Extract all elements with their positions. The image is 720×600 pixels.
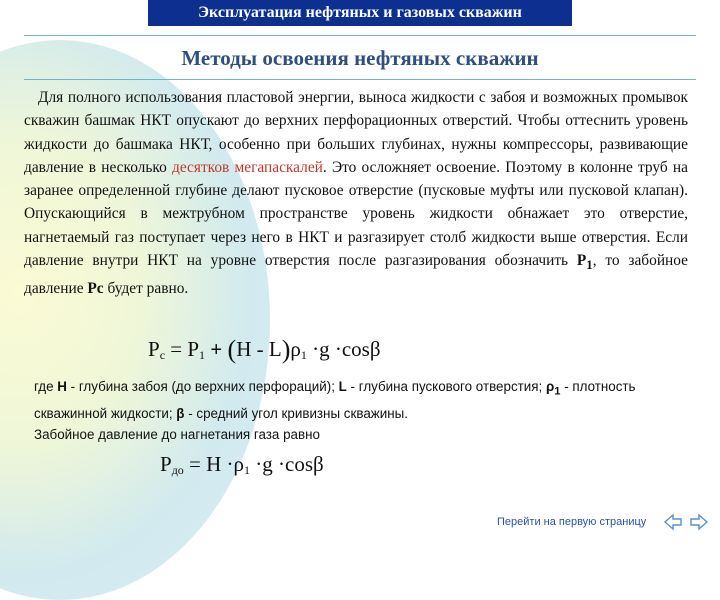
pc-symbol: Pc	[87, 280, 104, 298]
body-paragraph: Для полного использования пластовой энергии, выноса жидкости с забоя и возможных промывок скважин башмак НКТ опускают до верхних перфорационных отверстий. Чтобы оттеснить уровень жидкости до башмака НКТ, особенно при больших глубинах, нужны компрессоры, развивающие давление в несколько десятков мегапаскалей. Это осложняет освоение. Поэтому в колонне труб на заранее определенной глубине делают пусковое отверстие (пусковые муфты или пусковой клапан). Опускающийся в межтрубном пространстве уровень жидкости обнажает это отверстие, нагнетаемый газ поступает через него в НКТ и разгазирует столб жидкости выше отверстия. Если давление внутри НКТ на уровне отверстия после разгазирования обозначить $P_1$, то забойное давление Pc будет равно.	[24, 89, 689, 298]
formula-bottomhole-pressure: $P_c = P_1 + (H - L)\rho_1 \cdot g \cdot\cos\beta$	[148, 335, 381, 364]
top-divider	[24, 35, 696, 36]
page-title: Методы освоения нефтяных скважин	[181, 46, 539, 70]
formula-pre-injection-pressure: $P_{до} = H \cdot\rho_1 \cdot g \cdot\cos\beta$	[160, 452, 324, 477]
first-page-link[interactable]: Перейти на первую страницу	[497, 516, 647, 528]
p1-symbol: $P_1$	[576, 252, 593, 273]
formula-notes	[34, 376, 694, 445]
title-divider	[24, 79, 696, 80]
header-bar: Эксплуатация нефтяных и газовых скважин	[148, 0, 572, 26]
notes-definitions: где H - глубина забоя (до верхних перфораций); L - глубина пускового отверстия; $\rho_1$ - плотность скважинной жидкости; β - средний угол кривизны скважины.	[34, 379, 636, 421]
notes-line2: Забойное давление до нагнетания газа равно	[34, 426, 320, 442]
double-arrow-nav-icon[interactable]	[664, 511, 708, 533]
highlight-text: десятков мегапаскалей	[171, 158, 323, 176]
